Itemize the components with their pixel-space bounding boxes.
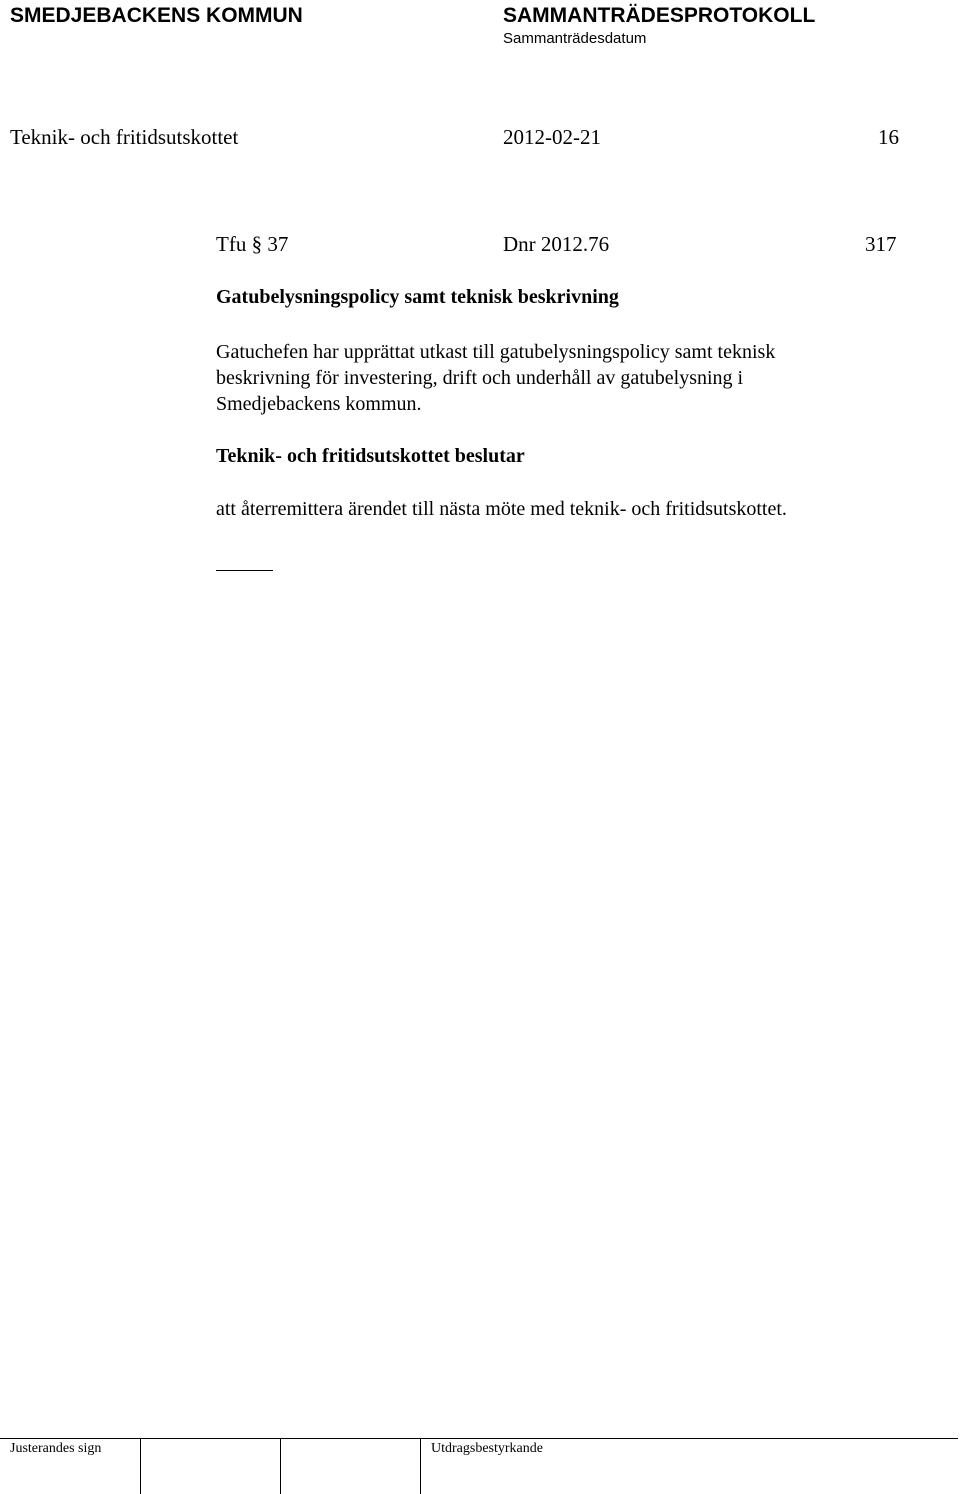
decision-text: att återremittera ärendet till nästa möte med teknik- och fritidsutskottet. bbox=[216, 498, 787, 520]
organization-name: SMEDJEBACKENS KOMMUN bbox=[10, 4, 303, 27]
document-type: SAMMANTRÄDESPROTOKOLL bbox=[503, 4, 816, 27]
end-of-item-rule bbox=[216, 570, 273, 571]
paragraph-reference: Tfu § 37 bbox=[216, 232, 289, 256]
page-number: 16 bbox=[878, 125, 899, 149]
item-title: Gatubelysningspolicy samt teknisk beskrivning bbox=[216, 286, 619, 308]
body-line: beskrivning för investering, drift och underhåll av gatubelysning i bbox=[216, 367, 744, 389]
body-line: Gatuchefen har upprättat utkast till gatubelysningspolicy samt teknisk bbox=[216, 341, 776, 363]
diary-code: 317 bbox=[865, 232, 897, 256]
footer-divider bbox=[420, 1438, 421, 1494]
meeting-date: 2012-02-21 bbox=[503, 125, 601, 149]
decision-heading: Teknik- och fritidsutskottet beslutar bbox=[216, 445, 525, 467]
meeting-date-label: Sammanträdesdatum bbox=[503, 30, 647, 47]
footer-divider bbox=[280, 1438, 281, 1494]
footer-rule bbox=[0, 1438, 958, 1439]
footer-divider bbox=[140, 1438, 141, 1494]
body-line: Smedjebackens kommun. bbox=[216, 393, 422, 415]
footer-extract-label: Utdragsbestyrkande bbox=[431, 1441, 543, 1456]
item-body bbox=[216, 339, 896, 417]
footer-sign-label: Justerandes sign bbox=[10, 1441, 102, 1456]
committee-name: Teknik- och fritidsutskottet bbox=[10, 125, 239, 149]
diary-number: Dnr 2012.76 bbox=[503, 232, 610, 256]
